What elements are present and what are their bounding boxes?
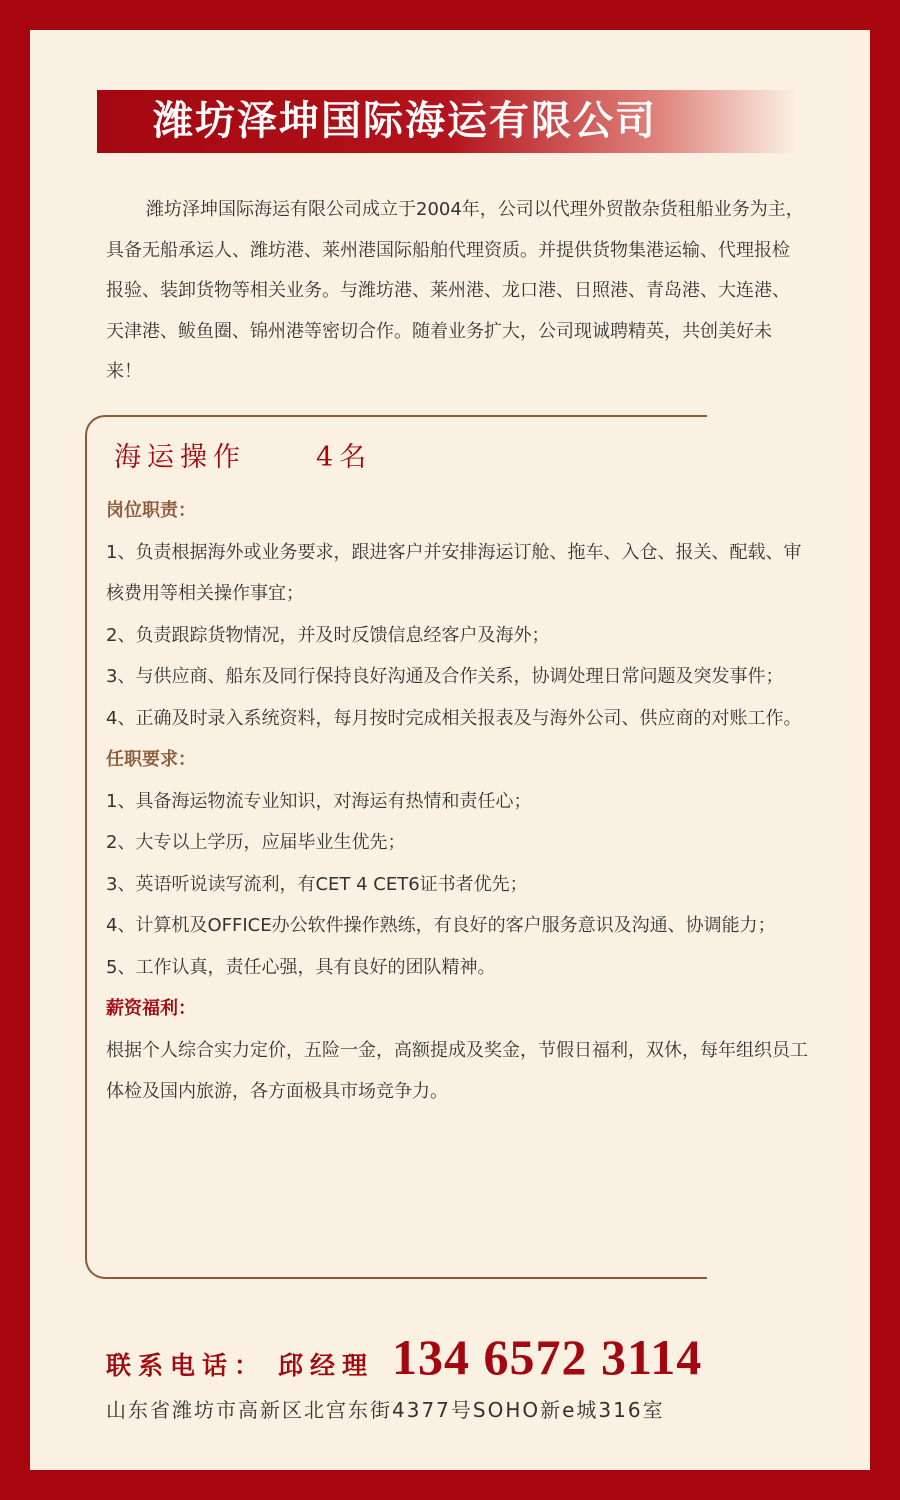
- company-intro: 潍坊泽坤国际海运有限公司成立于2004年，公司以代理外贸散杂货租船业务为主，具备无船承运人、潍坊港、莱州港国际船舶代理资质。并提供货物集港运输、代理报检报验、装卸货物等相关业务。与潍坊港、莱州港、龙口港、日照港、青岛港、大连港、天津港、鲅鱼圈、锦州港等密切合作。随着业务扩大，公司现诚聘精英，共创美好未来！: [106, 199, 804, 382]
- duty-item: 4、正确及时录入系统资料，每月按时完成相关报表及与海外公司、供应商的对账工作。: [106, 707, 802, 729]
- job-title: 海运操作: [114, 442, 246, 473]
- company-title: 潍坊泽坤国际海运有限公司: [153, 97, 657, 144]
- duties-heading: 岗位职责：: [106, 500, 196, 521]
- requirement-item: 5、工作认真，责任心强，具有良好的团队精神。: [106, 956, 496, 978]
- contact-person: 邱经理: [278, 1351, 375, 1380]
- title-banner: [97, 90, 797, 153]
- duty-item: 1、负责根据海外或业务要求，跟进客户并安排海运订舱、拖车、入仓、报关、配载、审核费用等相关操作事宜；: [106, 541, 802, 604]
- address: 山东省潍坊市高新区北宫东街4377号SOHO新e城316室: [106, 1398, 665, 1422]
- requirements-heading: 任职要求：: [106, 749, 196, 770]
- requirement-item: 1、具备海运物流专业知识，对海运有热情和责任心；: [106, 790, 532, 812]
- poster-frame: [30, 30, 870, 1470]
- requirement-item: 3、英语听说读写流利，有CET 4 CET6证书者优先；: [106, 873, 528, 895]
- duty-item: 2、负责跟踪货物情况，并及时反馈信息经客户及海外；: [106, 624, 550, 646]
- benefits-heading: 薪资福利：: [106, 998, 196, 1019]
- job-count: 4名: [316, 442, 373, 473]
- requirement-item: 2、大专以上学历，应届毕业生优先；: [106, 832, 406, 853]
- phone-number: 134 6572 3114: [392, 1329, 703, 1385]
- contact-label: 联系电话：: [106, 1351, 267, 1380]
- contact-line: [106, 1328, 702, 1386]
- requirement-item: 4、计算机及OFFICE办公软件操作熟练，有良好的客户服务意识及沟通、协调能力；: [106, 915, 776, 936]
- duty-item: 3、与供应商、船东及同行保持良好沟通及合作关系，协调处理日常问题及突发事件；: [106, 666, 784, 687]
- benefits-text: 根据个人综合实力定价，五险一金，高额提成及奖金，节假日福利，双休，每年组织员工体检及国内旅游，各方面极具市场竞争力。: [106, 1039, 808, 1102]
- job-details: [106, 490, 816, 1113]
